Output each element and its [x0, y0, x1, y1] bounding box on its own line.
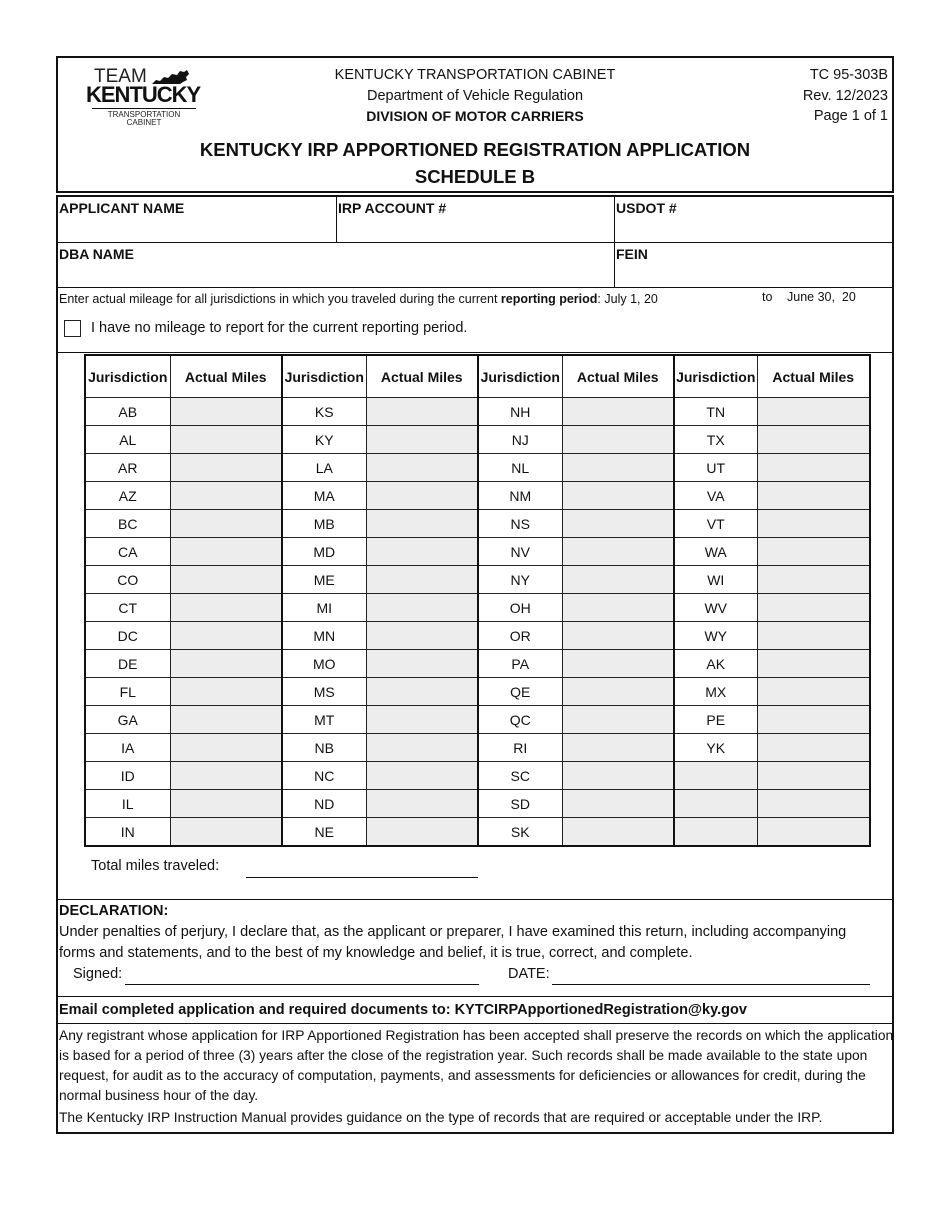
mileage-row	[85, 678, 870, 706]
actual-miles-input[interactable]	[366, 762, 478, 790]
jurisdiction-code: NJ	[478, 426, 562, 454]
jurisdiction-code: DC	[85, 622, 170, 650]
jurisdiction-code: CA	[85, 538, 170, 566]
jurisdiction-code: NB	[282, 734, 366, 762]
actual-miles-input[interactable]	[757, 538, 870, 566]
end-date-label: June 30, 20	[787, 290, 856, 304]
actual-miles-input[interactable]	[170, 454, 282, 482]
mileage-row	[85, 482, 870, 510]
mileage-row	[85, 818, 870, 847]
actual-miles-input[interactable]	[562, 706, 674, 734]
actual-miles-input[interactable]	[757, 622, 870, 650]
jurisdiction-code: MT	[282, 706, 366, 734]
usdot-field[interactable]: USDOT #	[616, 200, 677, 216]
logo-sub2: CABINET	[126, 118, 162, 127]
jurisdiction-code: MD	[282, 538, 366, 566]
jurisdiction-code	[674, 762, 757, 790]
jurisdiction-code: NC	[282, 762, 366, 790]
jurisdiction-code: MX	[674, 678, 757, 706]
actual-miles-input[interactable]	[757, 594, 870, 622]
jurisdiction-code: MA	[282, 482, 366, 510]
date-label: DATE:	[508, 966, 550, 982]
agency-name: KENTUCKY TRANSPORTATION CABINET	[334, 67, 616, 83]
jurisdiction-code: UT	[674, 454, 757, 482]
jurisdiction-code: LA	[282, 454, 366, 482]
actual-miles-input[interactable]	[366, 790, 478, 818]
actual-miles-input	[757, 762, 870, 790]
jurisdiction-code: ME	[282, 566, 366, 594]
actual-miles-input[interactable]	[366, 818, 478, 847]
team-kentucky-logo	[86, 66, 202, 128]
jurisdiction-code: SC	[478, 762, 562, 790]
form-title: KENTUCKY IRP APPORTIONED REGISTRATION APPLICATION	[199, 139, 751, 160]
actual-miles-input[interactable]	[366, 594, 478, 622]
jurisdiction-code: TN	[674, 398, 757, 426]
jurisdiction-code: QE	[478, 678, 562, 706]
col-miles-header: Actual Miles	[366, 355, 478, 398]
jurisdiction-code: NS	[478, 510, 562, 538]
jurisdiction-code: TX	[674, 426, 757, 454]
jurisdiction-code: SK	[478, 818, 562, 847]
mileage-row	[85, 622, 870, 650]
jurisdiction-code: NM	[478, 482, 562, 510]
col-miles-header: Actual Miles	[562, 355, 674, 398]
jurisdiction-code: GA	[85, 706, 170, 734]
jurisdiction-code: WI	[674, 566, 757, 594]
actual-miles-input[interactable]	[170, 398, 282, 426]
jurisdiction-code: VT	[674, 510, 757, 538]
instruction-text-bold: reporting period	[500, 292, 598, 306]
jurisdiction-code: CO	[85, 566, 170, 594]
actual-miles-input[interactable]	[366, 622, 478, 650]
jurisdiction-code: NL	[478, 454, 562, 482]
jurisdiction-code: MO	[282, 650, 366, 678]
col-jurisdiction-header: Jurisdiction	[478, 355, 562, 398]
signed-label: Signed:	[73, 966, 123, 982]
mileage-table-header	[85, 355, 870, 398]
actual-miles-input[interactable]	[757, 426, 870, 454]
mileage-table-body	[85, 398, 870, 847]
actual-miles-input[interactable]	[366, 482, 478, 510]
actual-miles-input[interactable]	[366, 454, 478, 482]
actual-miles-input[interactable]	[170, 426, 282, 454]
division-name: DIVISION OF MOTOR CARRIERS	[366, 108, 584, 124]
jurisdiction-code: ND	[282, 790, 366, 818]
jurisdiction-code: KY	[282, 426, 366, 454]
jurisdiction-code: YK	[674, 734, 757, 762]
end-year-input[interactable]	[862, 290, 888, 306]
actual-miles-input[interactable]	[562, 734, 674, 762]
jurisdiction-code: DE	[85, 650, 170, 678]
mileage-row	[85, 594, 870, 622]
actual-miles-input[interactable]	[757, 678, 870, 706]
actual-miles-input[interactable]	[366, 398, 478, 426]
actual-miles-input[interactable]	[757, 734, 870, 762]
actual-miles-input	[757, 790, 870, 818]
actual-miles-input[interactable]	[562, 790, 674, 818]
jurisdiction-code	[674, 818, 757, 847]
mileage-row	[85, 706, 870, 734]
declaration-heading: DECLARATION:	[59, 903, 169, 919]
jurisdiction-code: NY	[478, 566, 562, 594]
actual-miles-input[interactable]	[757, 398, 870, 426]
jurisdiction-code: MS	[282, 678, 366, 706]
jurisdiction-code: AL	[85, 426, 170, 454]
actual-miles-input[interactable]	[562, 678, 674, 706]
fein-field[interactable]: FEIN	[616, 246, 648, 262]
jurisdiction-code: MN	[282, 622, 366, 650]
actual-miles-input[interactable]	[366, 650, 478, 678]
jurisdiction-code: CT	[85, 594, 170, 622]
total-miles-label: Total miles traveled:	[91, 858, 220, 874]
col-miles-header: Actual Miles	[757, 355, 870, 398]
actual-miles-input[interactable]	[170, 510, 282, 538]
actual-miles-input[interactable]	[562, 426, 674, 454]
actual-miles-input[interactable]	[366, 538, 478, 566]
mileage-row	[85, 734, 870, 762]
mileage-row	[85, 762, 870, 790]
mileage-row	[85, 454, 870, 482]
jurisdiction-code: WV	[674, 594, 757, 622]
jurisdiction-code: AK	[674, 650, 757, 678]
col-miles-header: Actual Miles	[170, 355, 282, 398]
jurisdiction-code: FL	[85, 678, 170, 706]
actual-miles-input[interactable]	[170, 538, 282, 566]
form-subtitle: SCHEDULE B	[414, 166, 536, 187]
signature-input[interactable]	[125, 984, 479, 985]
declaration-text: Under penalties of perjury, I declare that, as the applicant or preparer, I have examined this return, including accompanying forms and statements, and to the best of my knowledge and belief, it is true, correct, and complete.	[59, 924, 847, 961]
col-jurisdiction-header: Jurisdiction	[85, 355, 170, 398]
actual-miles-input[interactable]	[562, 566, 674, 594]
mileage-table	[84, 354, 871, 847]
mileage-row	[85, 566, 870, 594]
form-number: TC 95-303B	[809, 67, 888, 83]
jurisdiction-code: IN	[85, 818, 170, 847]
actual-miles-input[interactable]	[170, 706, 282, 734]
actual-miles-input[interactable]	[757, 650, 870, 678]
actual-miles-input[interactable]	[562, 454, 674, 482]
dba-name-field[interactable]: DBA NAME	[59, 246, 134, 262]
actual-miles-input[interactable]	[562, 510, 674, 538]
actual-miles-input[interactable]	[366, 706, 478, 734]
jurisdiction-code: IA	[85, 734, 170, 762]
actual-miles-input[interactable]	[757, 454, 870, 482]
jurisdiction-code: AZ	[85, 482, 170, 510]
jurisdiction-code: WY	[674, 622, 757, 650]
mileage-row	[85, 510, 870, 538]
department-name: Department of Vehicle Regulation	[366, 88, 584, 104]
mileage-row	[85, 538, 870, 566]
actual-miles-input[interactable]	[562, 762, 674, 790]
mileage-row	[85, 790, 870, 818]
actual-miles-input[interactable]	[366, 734, 478, 762]
logo-divider	[92, 108, 196, 109]
jurisdiction-code: NV	[478, 538, 562, 566]
actual-miles-input[interactable]	[170, 650, 282, 678]
actual-miles-input[interactable]	[757, 510, 870, 538]
actual-miles-input[interactable]	[562, 538, 674, 566]
actual-miles-input[interactable]	[170, 762, 282, 790]
total-miles-input[interactable]	[246, 877, 478, 878]
no-mileage-checkbox[interactable]	[64, 320, 81, 337]
jurisdiction-code: OR	[478, 622, 562, 650]
actual-miles-input[interactable]	[170, 818, 282, 847]
instruction-text-start: Enter actual mileage for all jurisdictions in which you traveled during the current	[59, 292, 501, 306]
actual-miles-input[interactable]	[562, 622, 674, 650]
jurisdiction-code: OH	[478, 594, 562, 622]
logo-sub1: TRANSPORTATION	[107, 110, 181, 119]
actual-miles-input[interactable]	[170, 678, 282, 706]
actual-miles-input[interactable]	[562, 482, 674, 510]
jurisdiction-code: IL	[85, 790, 170, 818]
actual-miles-input[interactable]	[366, 566, 478, 594]
actual-miles-input[interactable]	[170, 482, 282, 510]
actual-miles-input[interactable]	[757, 566, 870, 594]
applicant-name-field[interactable]: APPLICANT NAME	[59, 200, 185, 216]
jurisdiction-code: MB	[282, 510, 366, 538]
actual-miles-input[interactable]	[366, 678, 478, 706]
actual-miles-input[interactable]	[757, 482, 870, 510]
jurisdiction-code: VA	[674, 482, 757, 510]
page-number: Page 1 of 1	[813, 108, 888, 124]
jurisdiction-code: AB	[85, 398, 170, 426]
actual-miles-input[interactable]	[170, 566, 282, 594]
to-label: to	[762, 290, 773, 304]
jurisdiction-code: KS	[282, 398, 366, 426]
jurisdiction-code: SD	[478, 790, 562, 818]
start-year-input[interactable]	[739, 292, 757, 308]
actual-miles-input[interactable]	[562, 818, 674, 847]
actual-miles-input[interactable]	[366, 510, 478, 538]
jurisdiction-code: PE	[674, 706, 757, 734]
mileage-instruction	[59, 292, 749, 306]
form-revision: Rev. 12/2023	[802, 88, 888, 104]
actual-miles-input[interactable]	[562, 398, 674, 426]
jurisdiction-code	[674, 790, 757, 818]
mileage-row	[85, 426, 870, 454]
irp-account-field[interactable]: IRP ACCOUNT #	[338, 200, 447, 216]
email-instruction: Email completed application and required documents to: KYTCIRPApportionedRegistration@ky.gov	[59, 1002, 747, 1018]
jurisdiction-code: RI	[478, 734, 562, 762]
jurisdiction-code: ID	[85, 762, 170, 790]
jurisdiction-code: WA	[674, 538, 757, 566]
jurisdiction-code: NH	[478, 398, 562, 426]
actual-miles-input[interactable]	[366, 426, 478, 454]
col-jurisdiction-header: Jurisdiction	[674, 355, 757, 398]
mileage-row	[85, 650, 870, 678]
logo-team-text: TEAM	[94, 66, 147, 87]
logo-state-text: KENTUCKY	[86, 82, 201, 107]
actual-miles-input[interactable]	[757, 706, 870, 734]
actual-miles-input[interactable]	[170, 594, 282, 622]
actual-miles-input[interactable]	[170, 734, 282, 762]
actual-miles-input[interactable]	[562, 594, 674, 622]
jurisdiction-code: QC	[478, 706, 562, 734]
jurisdiction-code: NE	[282, 818, 366, 847]
actual-miles-input[interactable]	[562, 650, 674, 678]
col-jurisdiction-header: Jurisdiction	[282, 355, 366, 398]
jurisdiction-code: BC	[85, 510, 170, 538]
manual-guidance-text: The Kentucky IRP Instruction Manual provides guidance on the type of records that are required or acceptable under the IRP.	[59, 1110, 823, 1125]
date-input[interactable]	[552, 984, 870, 985]
jurisdiction-code: AR	[85, 454, 170, 482]
instruction-text-end: : July 1, 20	[597, 292, 658, 306]
jurisdiction-code: PA	[478, 650, 562, 678]
actual-miles-input[interactable]	[170, 622, 282, 650]
actual-miles-input[interactable]	[170, 790, 282, 818]
records-retention-text: Any registrant whose application for IRP Apportioned Registration has been accepted shall preserve the records on which the application is based for a period of three (3) years after the close of the registration year. Such records shall be made available to the state upon request, for audit as to the accuracy of computation, payments, and assessments for deficiencies or allowances for credit, during the normal business hour of the day.	[59, 1028, 894, 1103]
actual-miles-input	[757, 818, 870, 847]
mileage-row	[85, 398, 870, 426]
jurisdiction-code: MI	[282, 594, 366, 622]
no-mileage-label: I have no mileage to report for the current reporting period.	[91, 320, 468, 336]
